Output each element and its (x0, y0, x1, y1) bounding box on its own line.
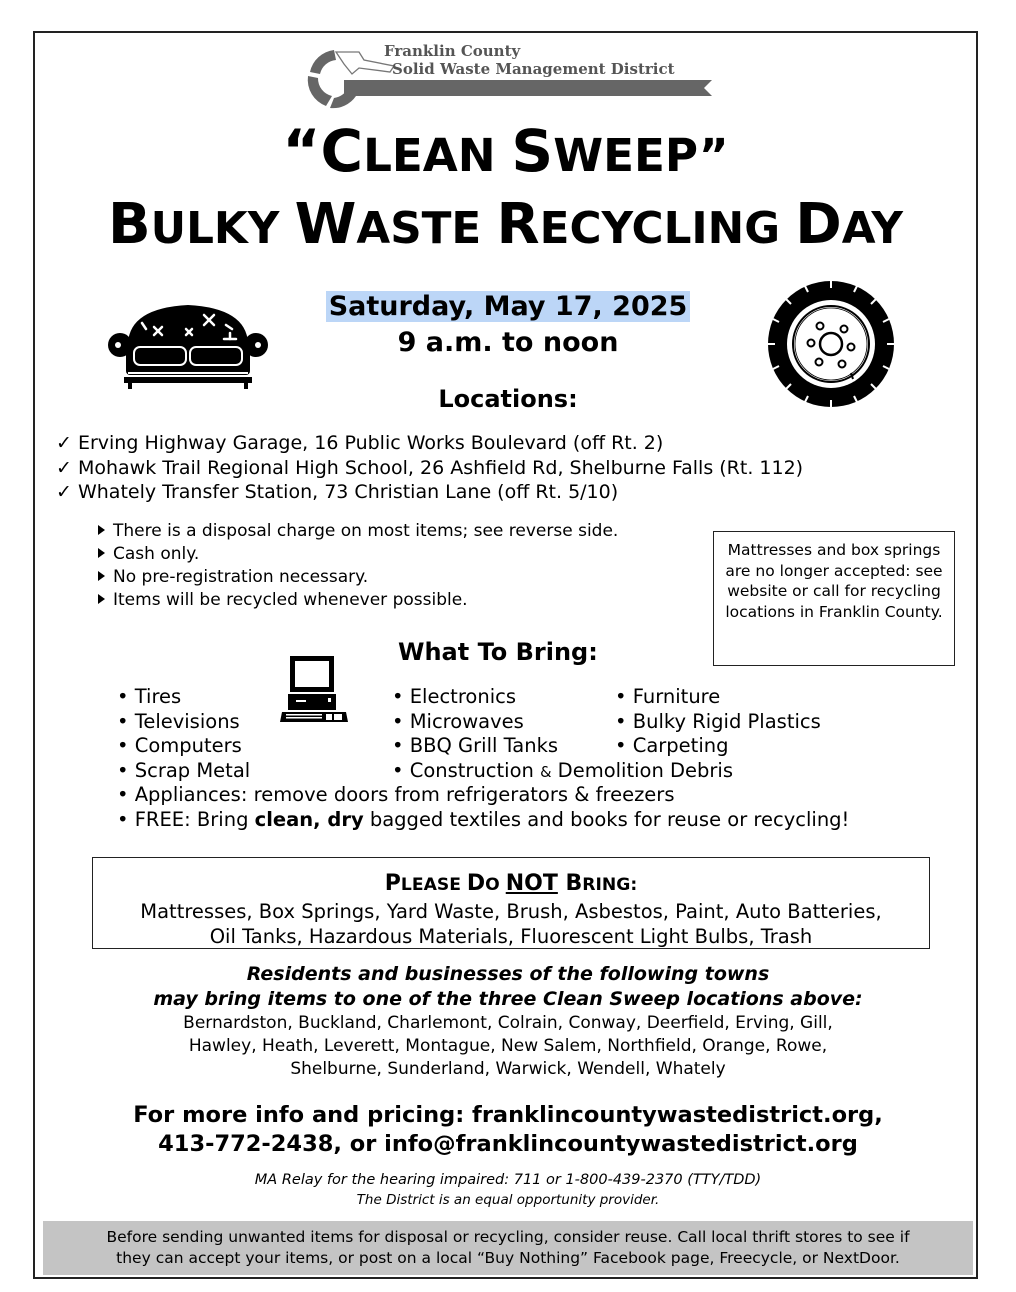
do-not-bring-line-1: Mattresses, Box Springs, Yard Waste, Brush, Asbestos, Paint, Auto Batteries, (140, 900, 882, 923)
note-item: No pre-registration necessary. (98, 566, 618, 589)
contact-line-1: For more info and pricing: franklincountywastedistrict.org, (133, 1102, 883, 1128)
eligible-towns (0, 962, 1016, 1081)
bring-column-3 (615, 685, 821, 759)
bring-wide-items (117, 783, 849, 832)
bring-item: • Bulky Rigid Plastics (615, 709, 821, 733)
bring-item: • Carpeting (615, 734, 729, 757)
towns-intro-1: Residents and businesses of the following towns (246, 963, 770, 985)
bring-item: • Furniture (615, 685, 721, 708)
event-time: 9 a.m. to noon (397, 327, 619, 358)
relay-info (0, 1170, 1016, 1210)
towns-line-2: Hawley, Heath, Leverett, Montague, New Salem, Northfield, Orange, Rowe, (188, 1036, 828, 1056)
note-item: There is a disposal charge on most items; see reverse side. (98, 520, 618, 543)
bring-item: • Electronics (392, 685, 516, 708)
bring-item: • Scrap Metal (117, 758, 251, 782)
contact-line-2: 413-772-2438, or info@franklincountywastedistrict.org (158, 1131, 858, 1157)
what-to-bring-heading: What To Bring: (398, 638, 598, 666)
note-item: Items will be recycled whenever possible. (98, 589, 618, 612)
check-icon: ✓ (56, 481, 72, 503)
contact-info (0, 1101, 1016, 1159)
title-bulky-waste: BULKY WASTE RECYCLING DAY (107, 192, 904, 257)
bring-item: • Construction & Demolition Debris (392, 758, 733, 782)
location-item: ✓ Whately Transfer Station, 73 Christian Lane (off Rt. 5/10) (56, 481, 619, 503)
logo-line-2: Solid Waste Management District (392, 60, 675, 78)
triangle-bullet-icon (98, 571, 105, 581)
equal-opportunity-line: The District is an equal opportunity provider. (356, 1192, 660, 1208)
district-logo (304, 42, 716, 112)
location-item: ✓ Mohawk Trail Regional High School, 26 Ashfield Rd, Shelburne Falls (Rt. 112) (56, 456, 804, 479)
bring-item: • Televisions (117, 709, 240, 733)
logo-line-1: Franklin County (384, 42, 521, 60)
bring-column-1 (117, 685, 250, 783)
check-icon: ✓ (56, 456, 72, 479)
title-clean-sweep: “CLEAN SWEEP” (282, 117, 729, 185)
do-not-bring-line-2: Oil Tanks, Hazardous Materials, Fluorescent Light Bulbs, Trash (209, 925, 813, 948)
note-item: Cash only. (98, 543, 618, 566)
computer-icon (278, 654, 350, 724)
triangle-bullet-icon (98, 594, 105, 604)
bring-item: • Computers (117, 734, 242, 757)
triangle-bullet-icon (98, 525, 105, 535)
do-not-bring-heading: PLEASE DO NOT BRING: (384, 871, 638, 896)
triangle-bullet-icon (98, 548, 105, 558)
check-icon: ✓ (56, 432, 72, 454)
reuse-line-1: Before sending unwanted items for disposal or recycling, consider reuse. Call local thrift stores to see if (106, 1228, 910, 1246)
reuse-notice (43, 1221, 973, 1275)
bring-item: • BBQ Grill Tanks (392, 734, 559, 757)
locations-heading: Locations: (438, 385, 578, 413)
event-date: Saturday, May 17, 2025 (0, 289, 1016, 325)
bring-item: • Microwaves (392, 709, 524, 733)
towns-intro-2: may bring items to one of the three Clean Sweep locations above: (153, 988, 863, 1010)
locations-list (56, 431, 803, 505)
bring-item-free: • FREE: Bring clean, dry bagged textiles and books for reuse or recycling! (117, 807, 850, 831)
mattress-notice-box: Mattresses and box springs are no longer accepted: see website or call for recycling locations in Franklin County. (713, 531, 955, 666)
reuse-line-2: they can accept your items, or post on a local “Buy Nothing” Facebook page, Freecycle, or NextDoor. (116, 1249, 900, 1267)
bring-item: • Tires (117, 685, 182, 708)
towns-line-3: Shelburne, Sunderland, Warwick, Wendell, Whately (290, 1059, 726, 1079)
notes-list (98, 520, 618, 612)
towns-line-1: Bernardston, Buckland, Charlemont, Colrain, Conway, Deerfield, Erving, Gill, (183, 1013, 833, 1033)
do-not-bring-box (92, 857, 930, 949)
relay-line: MA Relay for the hearing impaired: 711 or 1-800-439-2370 (TTY/TDD) (254, 1172, 762, 1188)
bring-item-appliances: • Appliances: remove doors from refrigerators & freezers (117, 783, 675, 806)
location-item: ✓ Erving Highway Garage, 16 Public Works Boulevard (off Rt. 2) (56, 432, 664, 454)
